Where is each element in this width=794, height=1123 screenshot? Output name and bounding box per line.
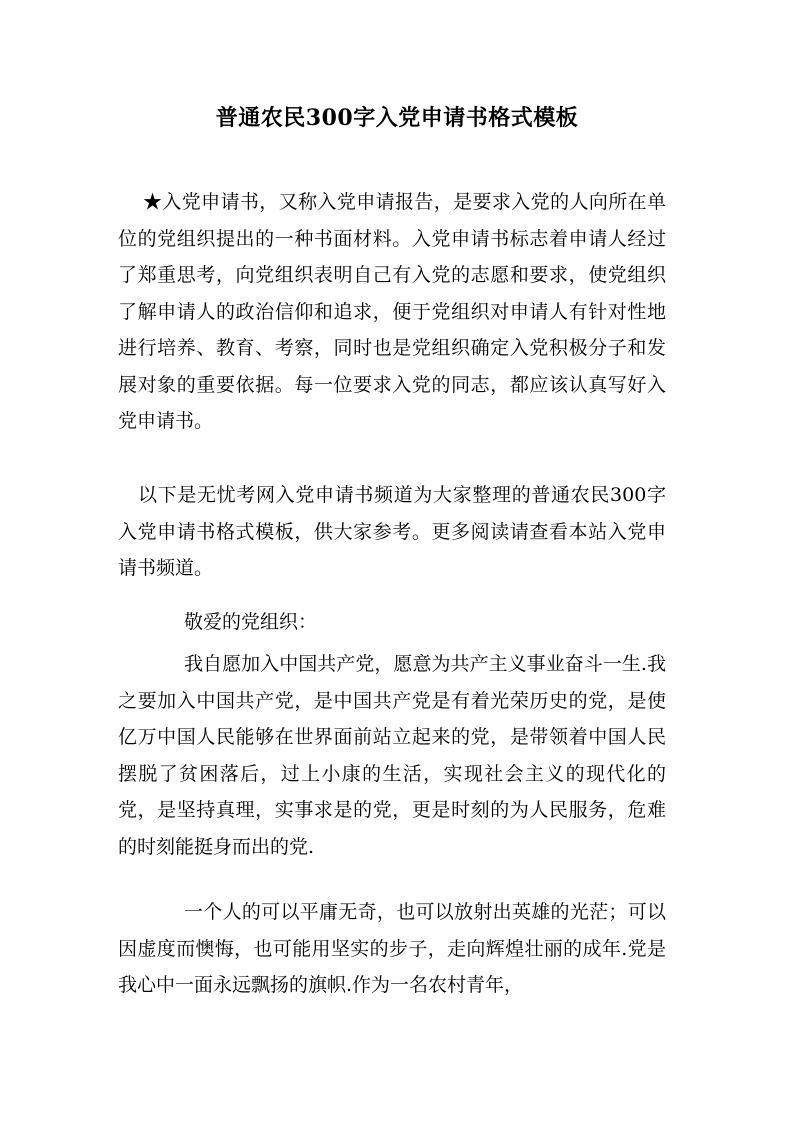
- document-title: 普通农民300字入党申请书格式模板: [215, 105, 579, 131]
- salutation: 敬爱的党组织：: [184, 611, 318, 633]
- intro-paragraph: ★入党申请书，又称入党申请报告，是要求入党的人向所在单位的党组织提出的一种书面材料。入党申请书标志着申请人经过了郑重思考，向党组织表明自己有入党的志愿和要求，使党组织了解申请人的政治信仰和追求，便于党组织对申请人有针对性地进行培养、教育、考察，同时也是党组织确定入党积极分子和发展对象的重要依据。每一位要求入党的同志，都应该认真写好入党申请书。: [118, 191, 666, 432]
- letter-paragraph-1: 我自愿加入中国共产党，愿意为共产主义事业奋斗一生.我之要加入中国共产党，是中国共产党是有着光荣历史的党，是使亿万中国人民能够在世界面前站立起来的党，是带领着中国人民摆脱了贫困落后，过上小康的生活，实现社会主义的现代化的党，是坚持真理，实事求是的党，更是时刻的为人民服务，危难的时刻能挺身而出的党.: [118, 653, 666, 858]
- source-note-paragraph: 以下是无忧考网入党申请书频道为大家整理的普通农民300字入党申请书格式模板，供大家参考。更多阅读请查看本站入党申请书频道。: [118, 484, 666, 579]
- letter-paragraph-2: 一个人的可以平庸无奇，也可以放射出英雄的光茫；可以因虚度而懊悔，也可能用坚实的步子，走向辉煌壮丽的成年.党是我心中一面永远飘扬的旗帜.作为一名农村青年，: [118, 901, 666, 996]
